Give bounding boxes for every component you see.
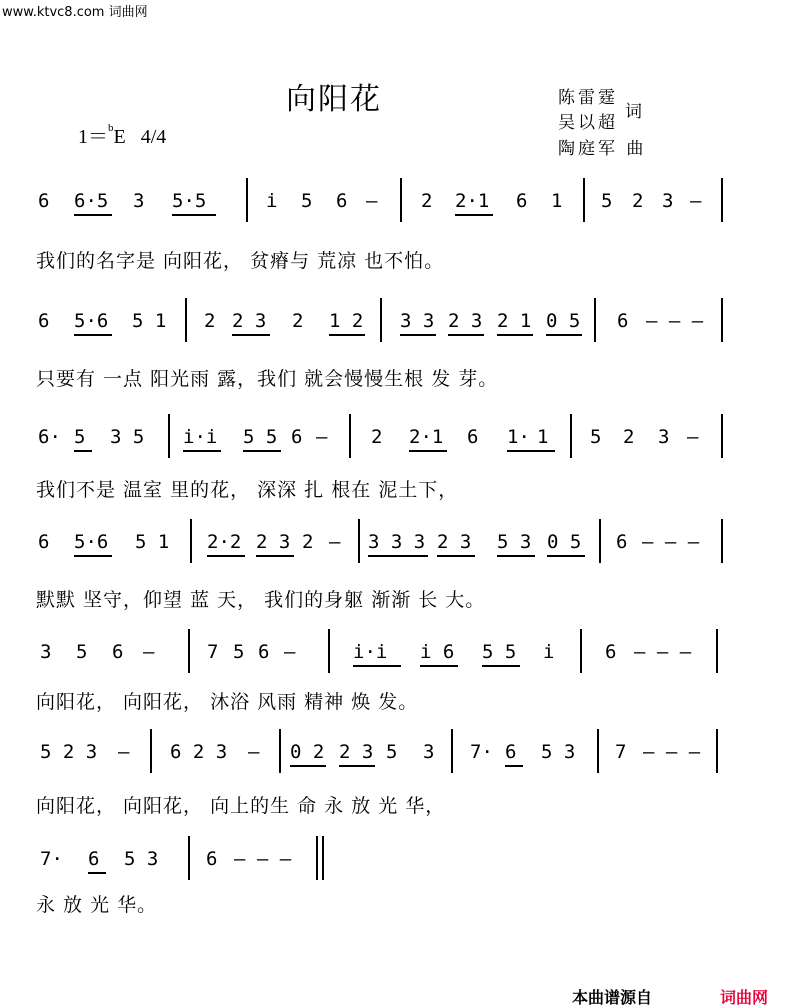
note: 5 — [74, 426, 86, 448]
note: 2 — [371, 426, 383, 448]
note-underline — [437, 555, 475, 557]
note: 3 5 — [110, 426, 145, 448]
note: 6 — [516, 190, 528, 212]
note: — — [143, 641, 155, 663]
note: 5·5 — [172, 190, 207, 212]
footer-site: 词曲网 — [720, 988, 769, 1007]
bar-line — [721, 298, 723, 342]
note: — — — — [646, 310, 704, 332]
bar-line — [150, 729, 152, 773]
note: 6 — [616, 531, 628, 553]
note: 2 3 — [437, 531, 472, 553]
note: 5 1 — [135, 531, 170, 553]
note: 5 — [233, 641, 245, 663]
note-underline — [448, 334, 484, 336]
note: — — — — [643, 741, 701, 763]
note: 6 — [88, 848, 100, 870]
note: i 6 — [420, 641, 455, 663]
bar-line — [380, 298, 382, 342]
note: 3 3 — [400, 310, 435, 332]
note-underline — [74, 334, 112, 336]
note: 2·2 — [207, 531, 242, 553]
note-underline — [455, 214, 493, 216]
note-underline — [546, 334, 582, 336]
note: 7 — [615, 741, 627, 763]
note: 2 3 — [339, 741, 374, 763]
bar-line — [349, 414, 351, 458]
note: 7· — [40, 848, 63, 870]
note: — — [284, 641, 296, 663]
lyric-line: 向阳花， 向阳花， 沐浴 风雨 精神 焕 发。 — [36, 691, 419, 713]
bar-line — [188, 836, 190, 880]
note-underline — [183, 450, 221, 452]
note-underline — [232, 334, 270, 336]
note: 2 3 — [448, 310, 483, 332]
note-underline — [497, 334, 533, 336]
note-underline — [207, 555, 245, 557]
bar-line — [358, 519, 360, 563]
note: 6 — [336, 190, 348, 212]
note-underline — [329, 334, 365, 336]
note-underline — [290, 765, 326, 767]
bar-line — [322, 836, 324, 880]
lyricist-1: 陈雷霆 — [558, 88, 618, 108]
note: 2 — [623, 426, 635, 448]
note-underline — [507, 450, 555, 452]
note-underline — [88, 872, 106, 874]
note: 5 3 — [124, 848, 159, 870]
note-underline — [353, 665, 401, 667]
note-underline — [497, 555, 535, 557]
key-note: E — [113, 126, 126, 148]
note: i·i — [183, 426, 218, 448]
note: 2 — [292, 310, 304, 332]
lyric-label: 词 — [625, 102, 642, 122]
note-underline — [172, 214, 216, 216]
note: 5 2 3 — [40, 741, 98, 763]
note: 3 — [133, 190, 145, 212]
note: — — [248, 741, 260, 763]
lyric-line: 向阳花， 向阳花， 向上的生 命 永 放 光 华， — [36, 795, 446, 817]
note: 6 — [258, 641, 270, 663]
note-underline — [74, 450, 92, 452]
note: 2 — [302, 531, 314, 553]
note: 3 — [662, 190, 674, 212]
time-signature: 4/4 — [140, 126, 167, 148]
note: 5·6 — [74, 531, 109, 553]
bar-line — [328, 629, 330, 673]
note: 6 — [38, 310, 50, 332]
bar-line — [721, 414, 723, 458]
note: 7· — [470, 741, 493, 763]
note: 2 1 — [497, 310, 532, 332]
note: 5 — [76, 641, 88, 663]
note: 6 — [617, 310, 629, 332]
note: 5 1 — [132, 310, 167, 332]
note: — — — — [634, 641, 692, 663]
site-watermark: www.ktvc8.com 词曲网 — [2, 5, 148, 20]
bar-line — [188, 629, 190, 673]
note: 2·1 — [409, 426, 444, 448]
bar-line — [451, 729, 453, 773]
note-underline — [505, 765, 523, 767]
note: 6 — [206, 848, 218, 870]
note: 5 — [301, 190, 313, 212]
note-underline — [74, 555, 112, 557]
bar-line — [400, 178, 402, 222]
note: 6 — [505, 741, 517, 763]
note: — — [329, 531, 341, 553]
note: — — — — [234, 848, 292, 870]
bar-line — [185, 298, 187, 342]
note: 5 3 — [541, 741, 576, 763]
note: i·i — [353, 641, 388, 663]
note: 2 3 — [232, 310, 267, 332]
note: — — [690, 190, 702, 212]
note: 5 5 — [243, 426, 278, 448]
note: 2 — [421, 190, 433, 212]
note-underline — [409, 450, 447, 452]
note: 6· — [38, 426, 61, 448]
note: 5 — [601, 190, 613, 212]
note-underline — [256, 555, 294, 557]
bar-line — [580, 629, 582, 673]
bar-line — [190, 519, 192, 563]
note: 3 — [658, 426, 670, 448]
bar-line — [316, 836, 318, 880]
note-underline — [243, 450, 281, 452]
note: 5 3 — [497, 531, 532, 553]
key-flat: b — [108, 122, 114, 135]
bar-line — [716, 729, 718, 773]
note: 1 — [551, 190, 563, 212]
bar-line — [168, 414, 170, 458]
note: — — — — [642, 531, 700, 553]
note: i — [266, 190, 278, 212]
lyric-line: 只要有 一点 阳光雨 露，我们 就会慢慢生根 发 芽。 — [36, 368, 499, 390]
note: 1· — [507, 426, 530, 448]
note: 6 — [38, 190, 50, 212]
note-underline — [420, 665, 458, 667]
note: 2 3 — [256, 531, 291, 553]
note: — — [316, 426, 328, 448]
bar-line — [583, 178, 585, 222]
note: 5·6 — [74, 310, 109, 332]
note-underline — [547, 555, 585, 557]
lyric-line: 永 放 光 华。 — [36, 894, 158, 916]
bar-line — [594, 298, 596, 342]
note-underline — [482, 665, 520, 667]
note: 1 2 — [329, 310, 364, 332]
note-underline — [74, 214, 112, 216]
footer-source: 本曲谱源自 — [572, 988, 653, 1007]
note: 3 3 3 — [368, 531, 426, 553]
note: 5 — [590, 426, 602, 448]
note-underline — [339, 765, 375, 767]
lyric-line: 我们的名字是 向阳花， 贫瘠与 荒凉 也不怕。 — [36, 250, 445, 272]
key-signature — [78, 120, 166, 149]
note: 5 5 — [482, 641, 517, 663]
note-underline — [400, 334, 436, 336]
note: 6 — [291, 426, 303, 448]
note: 2 — [204, 310, 216, 332]
bar-line — [246, 178, 248, 222]
note: 2 — [632, 190, 644, 212]
bar-line — [599, 519, 601, 563]
note: 6 — [467, 426, 479, 448]
bar-line — [570, 414, 572, 458]
bar-line — [279, 729, 281, 773]
note: 3 — [423, 741, 435, 763]
lyric-line: 默默 坚守，仰望 蓝 天， 我们的身躯 渐渐 长 大。 — [36, 589, 486, 611]
note: — — [366, 190, 378, 212]
note-underline — [368, 555, 428, 557]
note: — — [687, 426, 699, 448]
song-title: 向阳花 — [286, 82, 382, 117]
bar-line — [597, 729, 599, 773]
note: 6 2 3 — [170, 741, 228, 763]
note: 6·5 — [74, 190, 109, 212]
note: 7 — [207, 641, 219, 663]
bar-line — [721, 519, 723, 563]
lyricist-2: 吴以超 — [558, 113, 618, 133]
note: 6 — [605, 641, 617, 663]
note: 0 5 — [547, 531, 582, 553]
note: 2·1 — [455, 190, 490, 212]
note: 6 — [38, 531, 50, 553]
note: i — [543, 641, 555, 663]
note: 6 — [112, 641, 124, 663]
note: 3 — [40, 641, 52, 663]
note: — — [118, 741, 130, 763]
note: 0 2 — [290, 741, 325, 763]
lyric-line: 我们不是 温室 里的花， 深深 扎 根在 泥土下， — [36, 479, 459, 501]
note: 1 — [537, 426, 549, 448]
note: 5 — [386, 741, 398, 763]
composer: 陶庭军 曲 — [558, 139, 647, 159]
bar-line — [721, 178, 723, 222]
note: 0 5 — [546, 310, 581, 332]
key-prefix: 1＝ — [78, 126, 108, 148]
bar-line — [716, 629, 718, 673]
